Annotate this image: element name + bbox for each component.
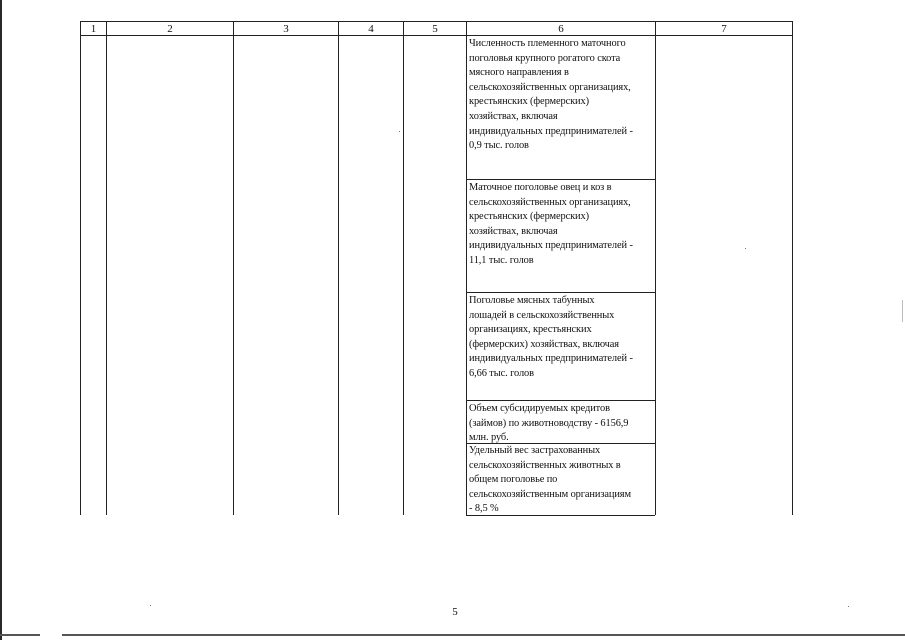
- scan-speck: [902, 300, 903, 322]
- col-border: [403, 21, 404, 515]
- indicator-sheep-goats: Маточное поголовье овец и коз в сельскохозяйственных организациях, крестьянских (фермерских) хозяйствах, включая индивидуальных предпринимателей - 11,1 тыс. голов: [469, 182, 633, 266]
- col-border: [233, 21, 234, 515]
- scan-speck: [399, 131, 400, 132]
- scan-speck: [745, 248, 746, 249]
- indicator-cattle-breeding-stock: Численность племенного маточного поголовья крупного рогатого скота мясного направления в сельскохозяйственных организациях, крестьянских (фермерских) хозяйствах, включая индивидуальных предпринимателей - 0,9 тыс. голов: [469, 38, 633, 152]
- scan-border-gap: [40, 634, 62, 636]
- header-cell-2: 2: [167, 23, 173, 35]
- col6-divider: [466, 292, 655, 293]
- col-border: [792, 21, 793, 515]
- scan-border-left: [0, 0, 2, 640]
- scan-speck: [848, 606, 849, 607]
- header-cell-4: 4: [368, 23, 374, 35]
- col6-divider: [466, 179, 655, 180]
- header-cell-6: 6: [558, 23, 564, 35]
- col6-divider: [466, 400, 655, 401]
- col-border: [338, 21, 339, 515]
- indicator-herd-horses: Поголовье мясных табунных лошадей в сельскохозяйственных организациях, крестьянских (фермерских) хозяйствах, включая индивидуальных предпринимателей - 6,66 тыс. голов: [469, 295, 633, 379]
- col-border: [80, 21, 81, 515]
- indicator-insured-animals: Удельный вес застрахованных сельскохозяйственных животных в общем поголовье по сельскохозяйственным организациям - 8,5 %: [469, 445, 631, 515]
- header-cell-5: 5: [432, 23, 438, 35]
- scan-speck: [150, 605, 151, 606]
- header-cell-3: 3: [283, 23, 289, 35]
- indicator-subsidized-loans: Объем субсидируемых кредитов (займов) по животноводству - 6156,9 млн. руб.: [469, 403, 629, 444]
- col-border: [106, 21, 107, 515]
- header-cell-1: 1: [90, 23, 97, 35]
- header-cell-7: 7: [721, 23, 727, 35]
- col-border: [655, 21, 656, 515]
- page-number: 5: [452, 606, 458, 618]
- scan-border-bottom: [0, 634, 905, 636]
- col-border: [466, 21, 467, 515]
